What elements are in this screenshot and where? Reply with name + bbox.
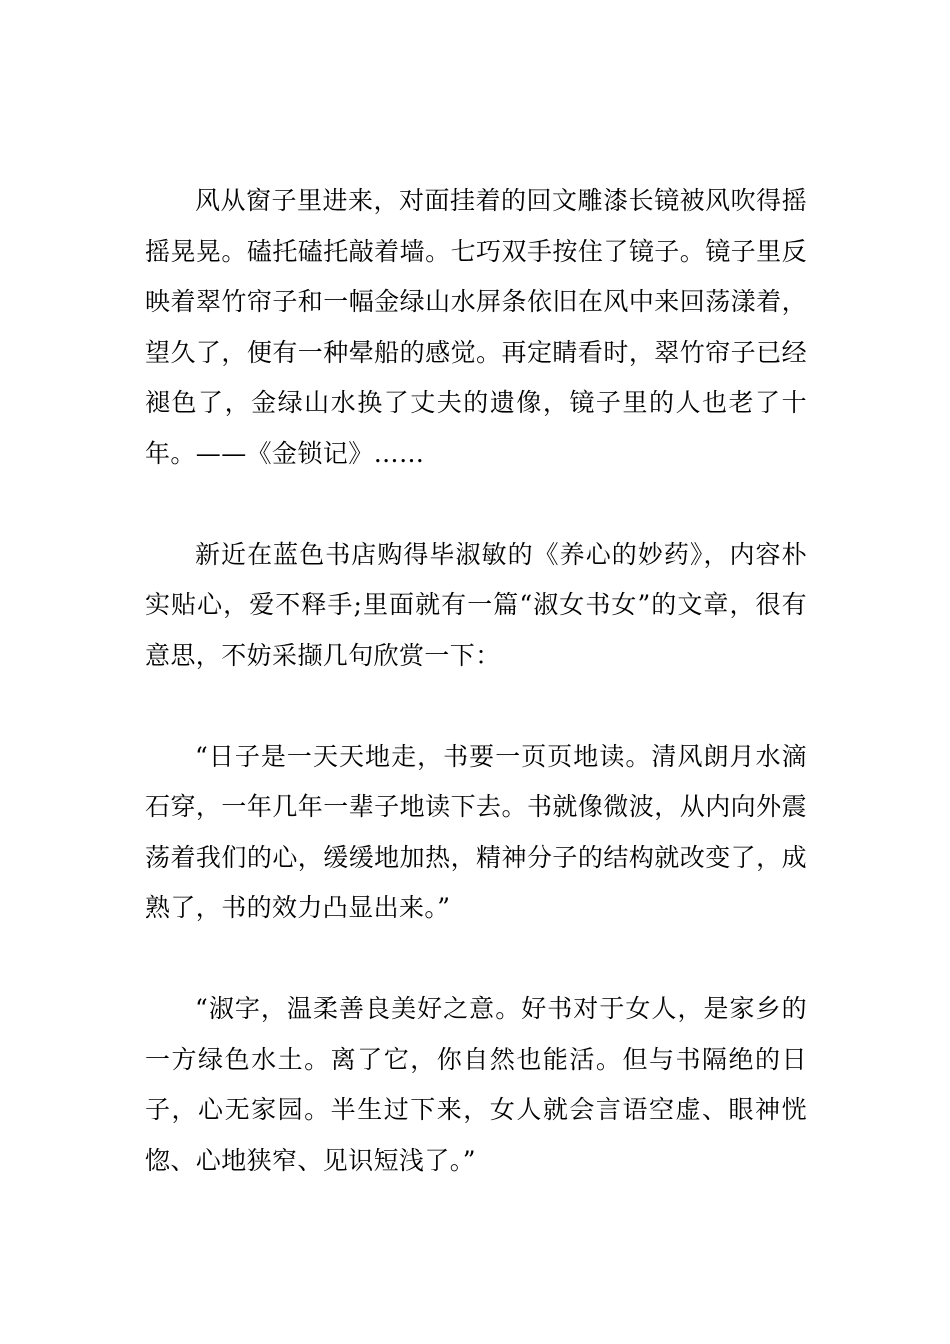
- paragraph-spacer: [145, 479, 807, 530]
- document-body: [145, 176, 807, 1186]
- paragraph-reading-quote: “日子是一天天地走，书要一页页地读。清风朗月水滴石穿，一年几年一辈子地读下去。书就像微波，从内向外震荡着我们的心，缓缓地加热，精神分子的结构就改变了，成熟了，书的效力凸显出来。”: [145, 741, 807, 922]
- paragraph-golden-cangue-quote: 风从窗子里进来，对面挂着的回文雕漆长镜被风吹得摇摇晃晃。磕托磕托敲着墙。七巧双手按住了镜子。镜子里反映着翠竹帘子和一幅金绿山水屏条依旧在风中来回荡漾着，望久了，便有一种晕船的感觉。再定睛看时，翠竹帘子已经褪色了，金绿山水换了丈夫的遗像，镜子里的人也老了十年。——《金锁记》……: [145, 186, 807, 468]
- paragraph-book-intro: 新近在蓝色书店购得毕淑敏的《养心的妙药》，内容朴实贴心，爱不释手;里面就有一篇“淑女书女”的文章，很有意思，不妨采撷几句欣赏一下：: [145, 539, 807, 670]
- paragraph-spacer: [145, 934, 807, 985]
- paragraph-shu-quote: “淑字，温柔善良美好之意。好书对于女人，是家乡的一方绿色水土。离了它，你自然也能活。但与书隔绝的日子，心无家园。半生过下来，女人就会言语空虚、眼神恍惚、心地狭窄、见识短浅了。”: [145, 994, 807, 1175]
- paragraph-spacer: [145, 681, 807, 732]
